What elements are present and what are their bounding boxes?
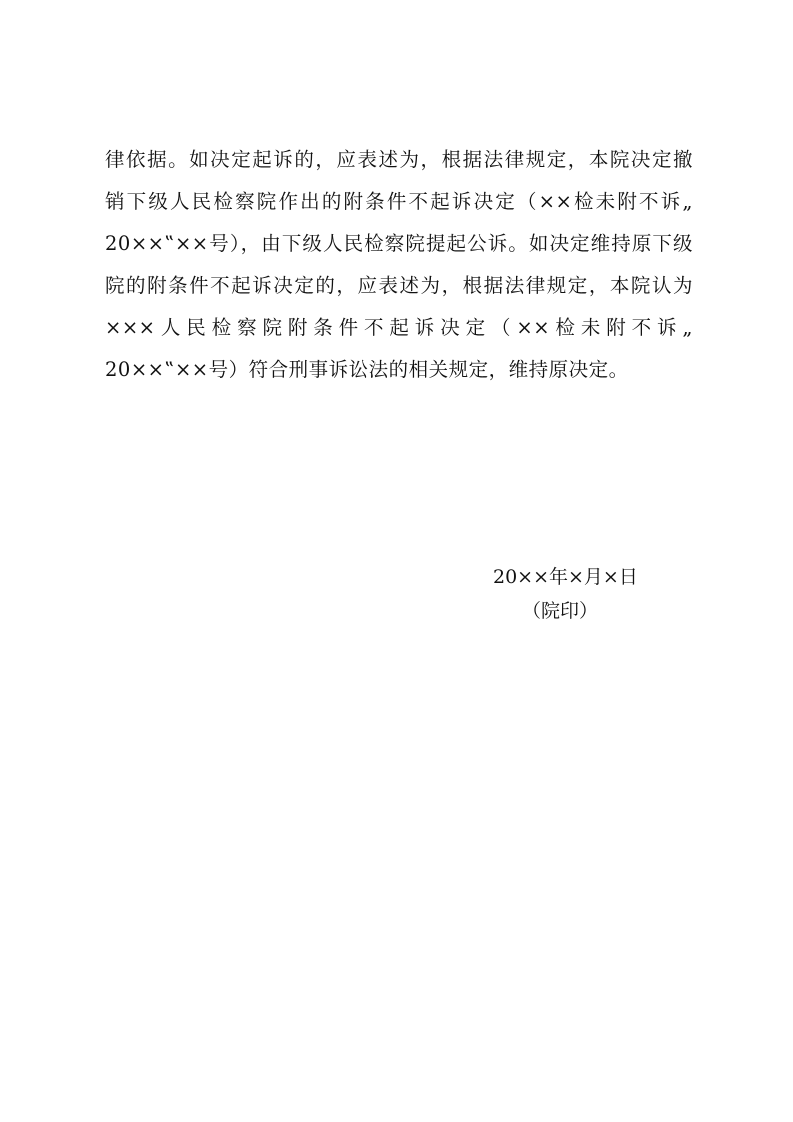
- signature-date: 20××年×月×日: [493, 566, 638, 588]
- signature-block: [480, 560, 640, 628]
- paragraph-line: 销下级人民检察院作出的附条件不起诉决定（××检未附不诉„: [105, 190, 693, 213]
- signature-seal: （院印）: [522, 600, 599, 622]
- paragraph-line: ×××人民检察院附条件不起诉决定（××检未附不诉„: [105, 316, 693, 339]
- paragraph-line: 律依据。如决定起诉的，应表述为，根据法律规定，本院决定撤: [105, 148, 693, 171]
- paragraph-line: 20××‟××号）符合刑事诉讼法的相关规定，维持原决定。: [105, 358, 629, 381]
- paragraph-line: 20××‟××号），由下级人民检察院提起公诉。如决定维持原下级: [105, 232, 693, 255]
- paragraph-line: 院的附条件不起诉决定的，应表述为，根据法律规定，本院认为: [105, 274, 693, 297]
- body-paragraph: [105, 143, 693, 395]
